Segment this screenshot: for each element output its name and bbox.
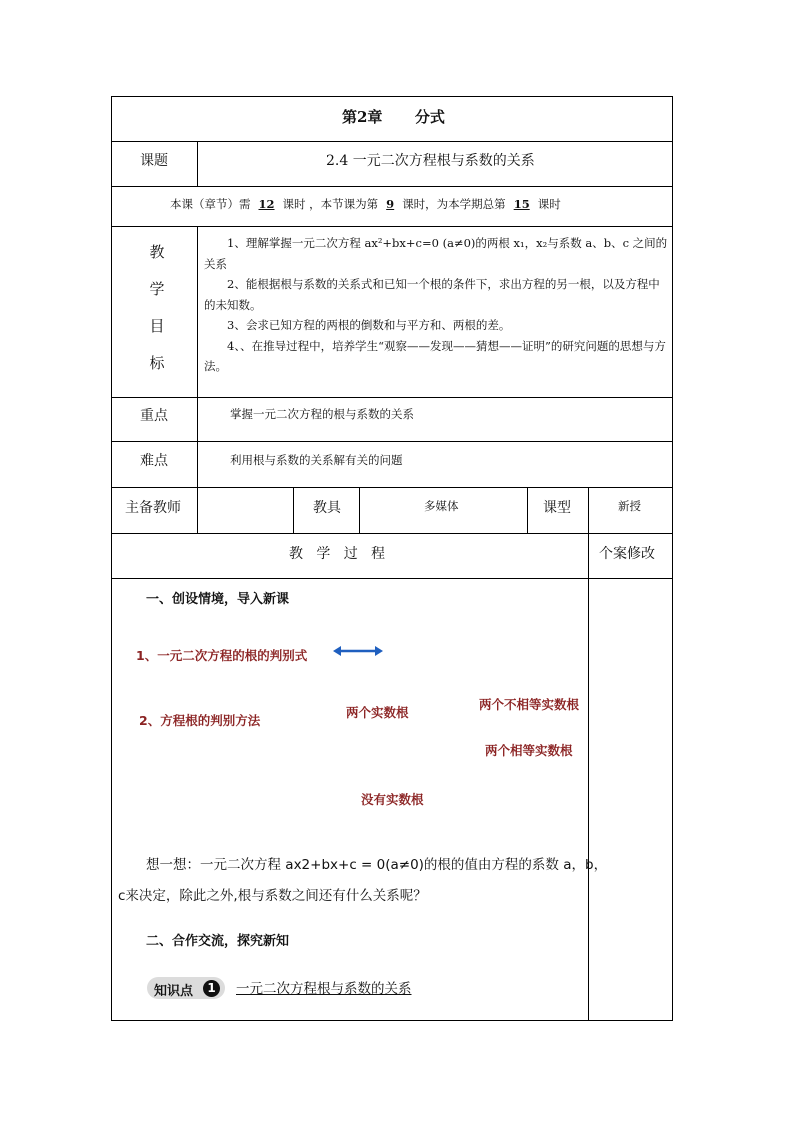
col-divider: [197, 141, 198, 186]
badge-number: 1: [203, 980, 220, 997]
chapter-number: 第2章: [342, 108, 383, 126]
topic-label: 课题: [140, 153, 168, 169]
col-divider: [527, 487, 528, 533]
type-label: 课型: [543, 500, 571, 516]
hours-total: 12: [258, 197, 275, 211]
tools-label: 教具: [313, 500, 341, 516]
hours-mid2: 课时，为本学期总第: [402, 197, 506, 211]
chapter-title: 分式: [414, 108, 445, 126]
col-divider: [197, 226, 198, 533]
teacher-label: 主备教师: [125, 500, 181, 516]
difficulty-label: 难点: [140, 453, 168, 469]
section-heading-1: 一、创设情境，导入新课: [146, 592, 290, 607]
discriminant-item: 1、一元二次方程的根的判别式: [136, 648, 308, 663]
col-divider: [588, 487, 589, 1021]
row-divider: [111, 141, 673, 142]
think-text-line2: c来决定，除此之外,根与系数之间还有什么关系呢？: [118, 888, 427, 904]
hours-prefix: 本课（章节）需: [170, 197, 251, 211]
objectives-list: [204, 233, 669, 377]
objective-item: 2、能根据根与系数的关系式和已知一个根的条件下，求出方程的另一根，以及方程中的未知数。: [204, 277, 660, 312]
knowledge-point-badge: [147, 977, 225, 999]
hours-lesson: 9: [386, 197, 395, 211]
type-value: 新授: [618, 499, 641, 513]
key-point-text: 掌握一元二次方程的根与系数的关系: [230, 407, 414, 421]
two-unequal-roots: 两个不相等实数根: [479, 697, 580, 712]
col-divider: [359, 487, 360, 533]
objectives-label: [147, 234, 167, 382]
badge-text: 知识点: [154, 984, 194, 999]
objective-item: 1、理解掌握一元二次方程 ax²+bx+c=0 (a≠0)的两根 x₁，x₂与系数 a、b、c 之间的关系: [204, 236, 668, 271]
hours-mid1: 课时 ，本节课为第: [282, 197, 379, 211]
hours-suffix: 课时: [537, 197, 561, 211]
objectives-label-char: 标: [149, 354, 165, 372]
knowledge-point-title: 一元二次方程根与系数的关系: [236, 981, 412, 997]
two-real-roots: 两个实数根: [346, 705, 409, 720]
process-label: 教 学 过 程: [289, 546, 386, 562]
tools-value: 多媒体: [424, 499, 459, 513]
objectives-label-char: 目: [149, 317, 165, 335]
objectives-label-char: 教: [149, 243, 165, 261]
difficulty-text: 利用根与系数的关系解有关的问题: [230, 453, 403, 467]
notes-label: 个案修改: [599, 546, 655, 562]
row-divider: [111, 397, 673, 398]
judgment-method-item: 2、方程根的判别方法: [139, 713, 261, 728]
objective-item: 3、会求已知方程的两根的倒数和与平方和、两根的差。: [227, 318, 511, 332]
col-divider: [293, 487, 294, 533]
no-real-roots: 没有实数根: [361, 792, 424, 807]
topic-title: 2.4 一元二次方程根与系数的关系: [326, 153, 535, 169]
chapter-heading: [342, 106, 445, 127]
key-point-label: 重点: [140, 408, 168, 424]
hours-term: 15: [513, 197, 530, 211]
objective-item: 4、、在推导过程中，培养学生“观察——发现——猜想——证明”的研究问题的思想与方法。: [204, 338, 666, 373]
row-divider: [111, 441, 673, 442]
row-divider: [111, 186, 673, 187]
two-equal-roots: 两个相等实数根: [485, 743, 573, 758]
objectives-label-char: 学: [149, 280, 165, 298]
row-divider: [111, 226, 673, 227]
think-text-line1: 想一想：一元二次方程 ax2+bx+c = 0(a≠0)的根的值由方程的系数 a，b，: [146, 857, 608, 873]
double-arrow-icon: [333, 644, 383, 658]
hours-line: [170, 196, 561, 212]
section-heading-2: 二、合作交流，探究新知: [146, 934, 290, 949]
